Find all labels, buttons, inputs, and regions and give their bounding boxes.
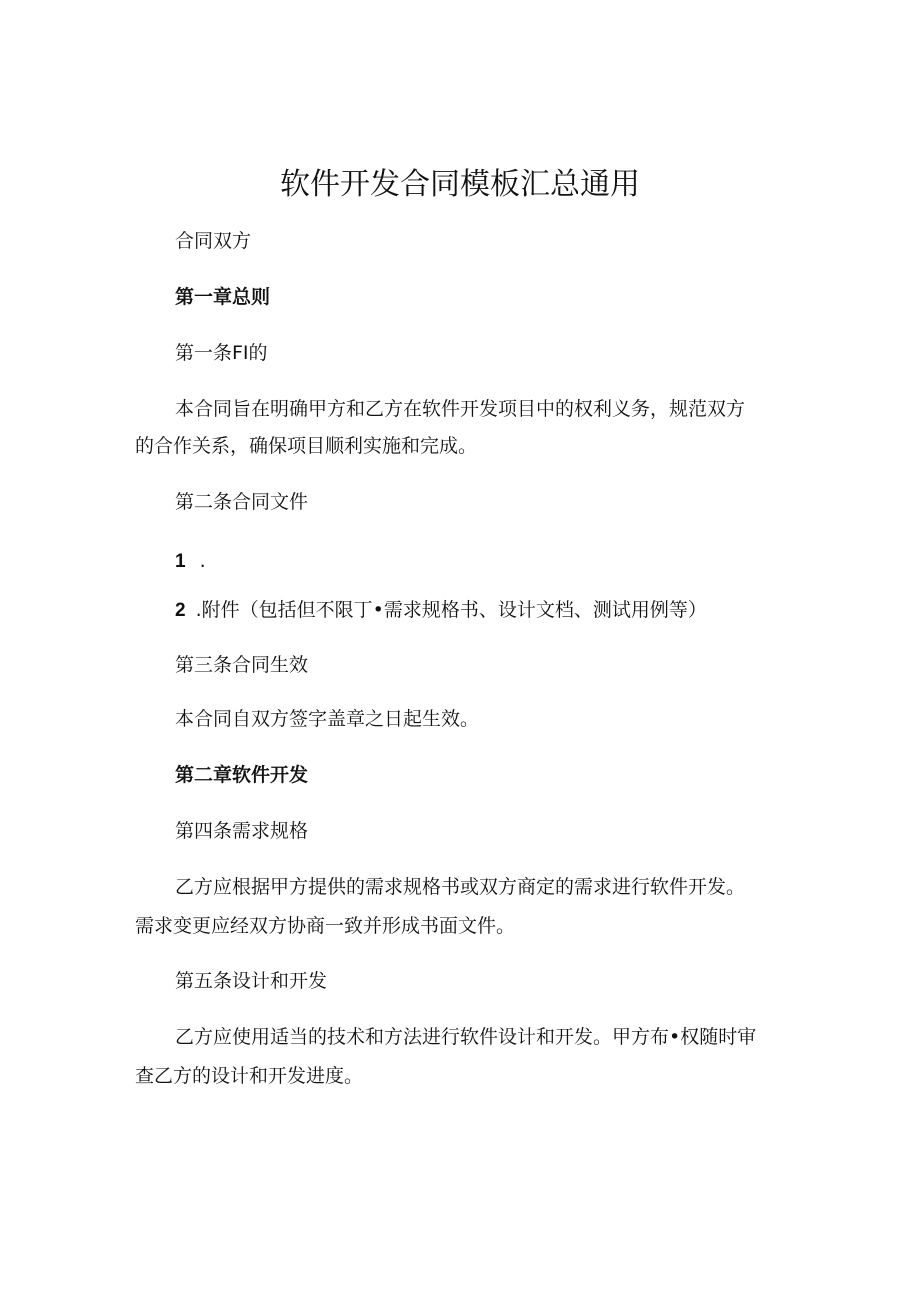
article-4-title: 第四条需求规格 (175, 820, 309, 842)
list-item-1-number: 1 (175, 551, 186, 572)
article-4-body-line-2: 需求变更应经双方协商一致并形成书面文件。 (135, 915, 516, 937)
article-3-body: 本合同自双方签字盖章之日起生效。 (175, 708, 480, 730)
article-4-body-line-1: 乙方应根据甲方提供的需求规格书或双方商定的需求进行软件开发。 (175, 876, 746, 898)
list-item-2-number: 2 (175, 600, 186, 621)
chapter-2-heading: 第二章软件开发 (175, 764, 309, 786)
list-item-2 (175, 597, 707, 624)
article-1-body-line-1: 本合同旨在明确甲方和乙方在软件开发项目中的权利义务，规范双方 (175, 398, 746, 420)
article-5-title: 第五条设计和开发 (175, 970, 328, 992)
article-1-body-line-2: 的合作关系，确保项目顺利实施和完成。 (135, 435, 478, 457)
list-item-2-text: .附件（包括但不限丁•需求规格书、设计文档、测试用例等） (195, 599, 707, 621)
article-3-title: 第三条合同生效 (175, 654, 309, 676)
chapter-1-heading: 第一章总则 (175, 286, 271, 308)
article-5-body-line-2: 查乙方的设计和开发进度。 (135, 1065, 364, 1087)
article-2-title: 第二条合同文件 (175, 491, 309, 513)
article-5-body-line-1: 乙方应使用适当的技术和方法进行软件设计和开发。甲方布•权随时审 (175, 1026, 757, 1048)
list-item-1 (175, 548, 206, 575)
parties-label: 合同双方 (175, 230, 252, 252)
document-title: 软件开发合同模板汇总通用 (280, 167, 640, 202)
article-1-title: 第一条FI的 (175, 342, 268, 364)
list-item-1-text: . (199, 550, 206, 572)
